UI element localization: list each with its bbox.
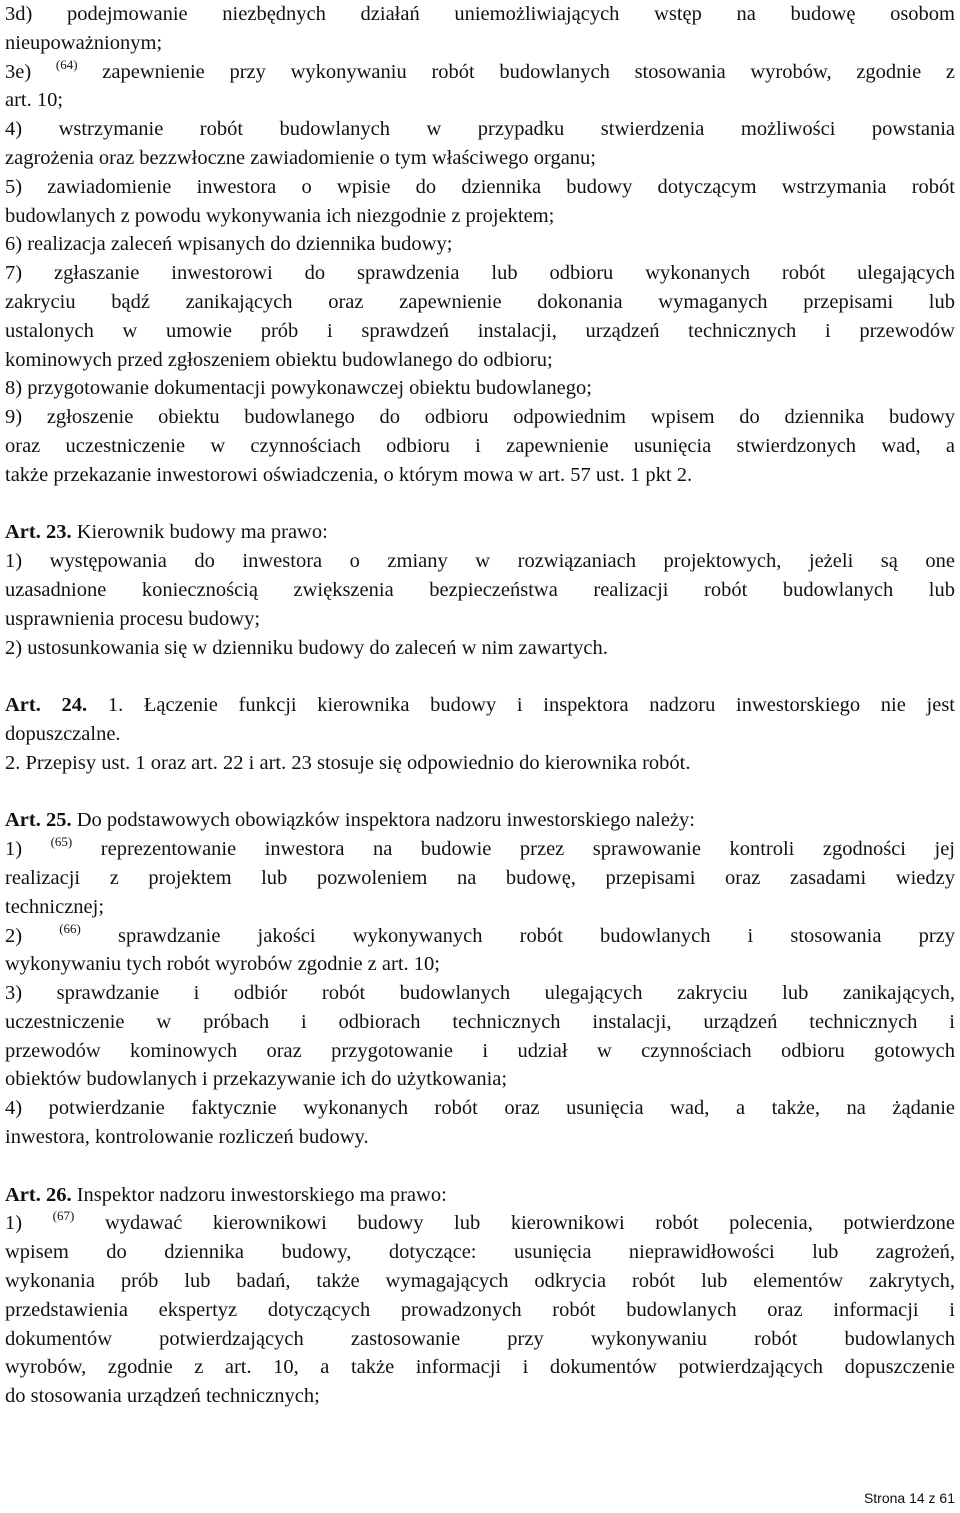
text-line — [5, 1353, 955, 1382]
text-line — [5, 144, 955, 173]
line-text: do stosowania urządzeń technicznych; — [5, 1385, 320, 1408]
page-number: Strona 14 z 61 — [863, 1490, 955, 1506]
paragraph-gap — [5, 778, 955, 807]
article-number: Art. 24. — [5, 694, 88, 717]
text-line — [5, 720, 955, 749]
line-text: nieupoważnionym; — [5, 31, 163, 54]
text-line — [5, 1238, 955, 1267]
line-text: 7) zgłaszanie inwestorowi do sprawdzenia lub odbioru wykonanych robót ulegających — [5, 262, 955, 285]
text-line — [5, 346, 955, 375]
line-text: 5) zawiadomienie inwestora o wpisie do dziennika budowy dotyczącym wstrzymania robót — [5, 175, 955, 198]
footnote-marker: (64) — [55, 57, 78, 72]
line-text: Inspektor nadzoru inwestorskiego ma prawo: — [71, 1183, 447, 1206]
text-line — [5, 259, 955, 288]
text-line — [5, 518, 955, 547]
text-line — [5, 691, 955, 720]
line-text: wyrobów, zgodnie z art. 10, a także informacji i dokumentów potwierdzających dopuszczenie — [5, 1356, 955, 1379]
text-line — [5, 835, 955, 864]
text-line — [5, 806, 955, 835]
document-page — [5, 0, 955, 1411]
line-text: dokumentów potwierdzających zastosowanie przy wykonywaniu robót budowlanych — [5, 1327, 955, 1350]
line-text: usprawnienia procesu budowy; — [5, 607, 261, 630]
line-text: 1. Łączenie funkcji kierownika budowy i inspektora nadzoru inwestorskiego nie jest — [87, 694, 955, 717]
line-text: uczestniczenie w próbach i odbiorach technicznych instalacji, urządzeń technicznych i — [5, 1010, 955, 1033]
text-line — [5, 29, 955, 58]
text-line — [5, 1123, 955, 1152]
line-text: technicznej; — [5, 895, 105, 918]
line-text: 4) wstrzymanie robót budowlanych w przypadku stwierdzenia możliwości powstania — [5, 118, 955, 141]
line-text: zapewnienie przy wykonywaniu robót budowlanych stosowania wyrobów, zgodnie z — [102, 60, 955, 83]
line-text: zakryciu bądź zanikających oraz zapewnienie dokonania wymaganych przepisami lub — [5, 290, 955, 313]
line-text: 2) ustosunkowania się w dzienniku budowy do zaleceń w nim zawartych. — [5, 636, 608, 659]
line-text: sprawdzanie jakości wykonywanych robót budowlanych i stosowania przy — [117, 924, 955, 947]
article-25 — [5, 806, 955, 1152]
text-line — [5, 749, 955, 778]
line-text: 8) przygotowanie dokumentacji powykonawczej obiektu budowlanego; — [5, 377, 592, 400]
line-text: kominowych przed zgłoszeniem obiektu budowlanego do odbioru; — [5, 348, 553, 371]
line-text: art. 10; — [5, 89, 64, 112]
text-line — [5, 230, 955, 259]
text-line — [5, 634, 955, 663]
text-line — [5, 1094, 955, 1123]
text-line — [5, 864, 955, 893]
paragraph-gap — [5, 1152, 955, 1181]
line-text: przedstawienia ekspertyz dotyczących prowadzonych robót budowlanych oraz informacji i — [5, 1298, 955, 1321]
article-number: Art. 23. — [5, 521, 72, 544]
text-line — [5, 1037, 955, 1066]
line-text: zagrożenia oraz bezzwłoczne zawiadomienie o tym właściwego organu; — [5, 146, 597, 169]
text-line — [5, 1325, 955, 1354]
text-line — [5, 605, 955, 634]
text-line — [5, 432, 955, 461]
text-line — [5, 1008, 955, 1037]
text-line — [5, 374, 955, 403]
line-text: uzasadnione koniecznością zwiększenia bezpieczeństwa realizacji robót budowlanych lub — [5, 578, 955, 601]
line-text: inwestora, kontrolowanie rozliczeń budowy. — [5, 1126, 369, 1149]
text-line — [5, 547, 955, 576]
line-text: także przekazanie inwestorowi oświadczenia, o którym mowa w art. 57 ust. 1 pkt 2. — [5, 463, 693, 486]
line-text: wykonania prób lub badań, także wymagających odkrycia robót lub elementów zakrytych, — [5, 1270, 955, 1293]
article-number: Art. 25. — [5, 809, 72, 832]
text-line — [5, 1296, 955, 1325]
line-text: 3) sprawdzanie i odbiór robót budowlanych ulegających zakryciu lub zanikających, — [5, 982, 955, 1005]
line-text: Kierownik budowy ma prawo: — [71, 521, 328, 544]
line-text: ustalonych w umowie prób i sprawdzeń instalacji, urządzeń technicznych i przewodów — [5, 319, 955, 342]
line-text: wydawać kierownikowi budowy lub kierownikowi robót polecenia, potwierdzone — [104, 1212, 955, 1235]
line-text: Do podstawowych obowiązków inspektora nadzoru inwestorskiego należy: — [71, 809, 695, 832]
line-text: wpisem do dziennika budowy, dotyczące: usunięcia nieprawidłowości lub zagrożeń, — [5, 1241, 955, 1264]
line-text: realizacji z projektem lub pozwoleniem na budowę, przepisami oraz zasadami wiedzy — [5, 866, 955, 889]
text-line — [5, 1209, 955, 1238]
article-23 — [5, 518, 955, 662]
text-line — [5, 58, 955, 87]
line-text: 4) potwierdzanie faktycznie wykonanych robót oraz usunięcia wad, a także, na żądanie — [5, 1097, 955, 1120]
text-line — [5, 576, 955, 605]
line-text: 9) zgłoszenie obiektu budowlanego do odbioru odpowiednim wpisem do dziennika budowy — [5, 406, 955, 429]
text-line — [5, 950, 955, 979]
text-line — [5, 893, 955, 922]
item-number: 3e) — [5, 60, 32, 83]
line-text: 1) występowania do inwestora o zmiany w rozwiązaniach projektowych, jeżeli są one — [5, 550, 955, 573]
line-text: reprezentowanie inwestora na budowie przez sprawowanie kontroli zgodności jej — [100, 838, 955, 861]
line-text: obiektów budowlanych i przekazywanie ich do użytkowania; — [5, 1068, 508, 1091]
text-line — [5, 1267, 955, 1296]
article-number: Art. 26. — [5, 1183, 72, 1206]
text-line — [5, 317, 955, 346]
footnote-marker: (66) — [59, 921, 81, 936]
line-text: wykonywaniu tych robót wyrobów zgodnie z art. 10; — [5, 953, 440, 976]
item-number: 1) — [5, 838, 23, 861]
item-number: 2) — [5, 924, 23, 947]
text-line — [5, 288, 955, 317]
article-24 — [5, 691, 955, 777]
text-line — [5, 922, 955, 951]
line-text: oraz uczestniczenie w czynnościach odbioru i zapewnienie usunięcia stwierdzonych wad, a — [5, 434, 955, 457]
item-number: 1) — [5, 1212, 23, 1235]
line-text: 3d) podejmowanie niezbędnych działań uniemożliwiających wstęp na budowę osobom — [5, 3, 955, 25]
text-line — [5, 979, 955, 1008]
text-line — [5, 1065, 955, 1094]
footnote-marker: (67) — [52, 1209, 75, 1224]
text-line — [5, 1181, 955, 1210]
line-text: przewodów kominowych oraz przygotowanie i udział w czynnościach odbioru gotowych — [5, 1039, 955, 1062]
section-a — [5, 0, 955, 490]
line-text: 6) realizacja zaleceń wpisanych do dziennika budowy; — [5, 233, 453, 256]
article-26 — [5, 1181, 955, 1411]
text-line — [5, 173, 955, 202]
text-line — [5, 86, 955, 115]
footnote-marker: (65) — [50, 835, 73, 850]
paragraph-gap — [5, 490, 955, 519]
text-line — [5, 202, 955, 231]
text-line — [5, 115, 955, 144]
line-text: budowlanych z powodu wykonywania ich niezgodnie z projektem; — [5, 204, 555, 227]
text-line — [5, 461, 955, 490]
text-line — [5, 0, 955, 29]
line-text: dopuszczalne. — [5, 722, 121, 745]
line-text: 2. Przepisy ust. 1 oraz art. 22 i art. 23 stosuje się odpowiednio do kierownika robót. — [5, 751, 691, 774]
text-line — [5, 1382, 955, 1411]
paragraph-gap — [5, 662, 955, 691]
text-line — [5, 403, 955, 432]
